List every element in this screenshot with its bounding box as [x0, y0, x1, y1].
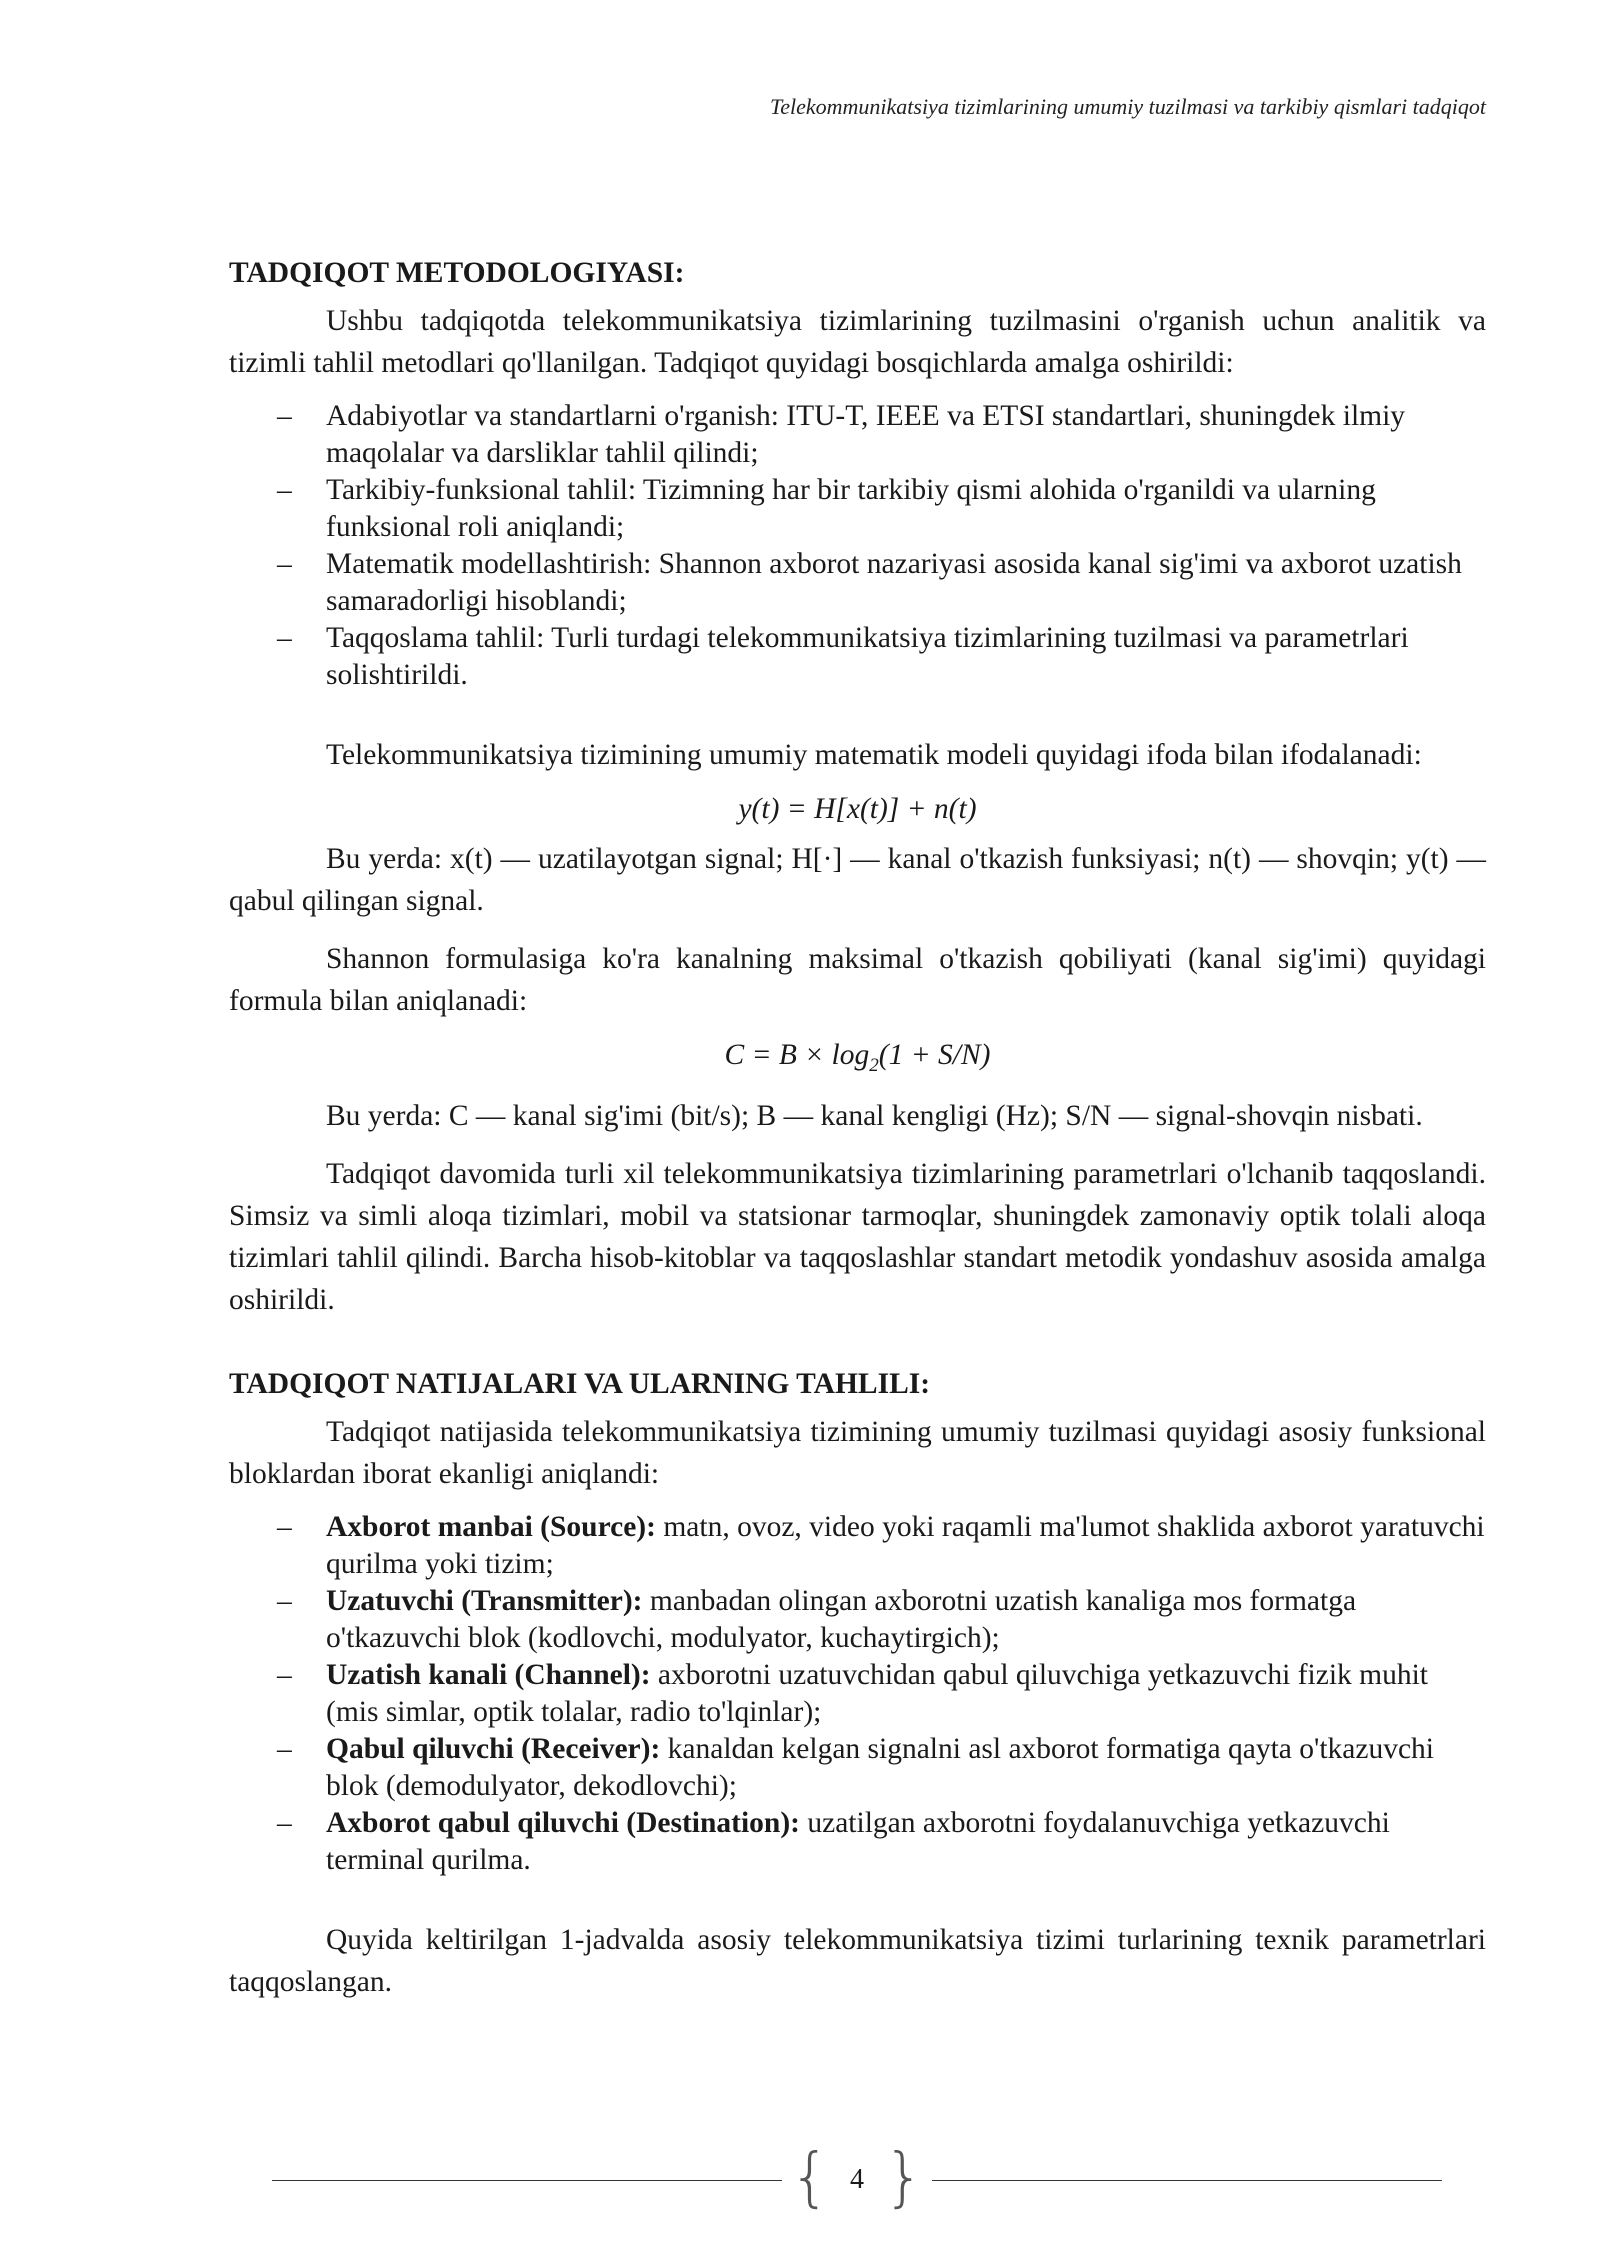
block-term: Axborot manbai (Source): — [326, 1510, 656, 1543]
list-item-text: Taqqoslama tahlil: Turli turdagi telekommunikatsiya tizimlarining tuzilmasi va parametrlari solishtirildi. — [326, 622, 1409, 691]
list-item — [229, 1805, 1486, 1879]
list-item-text: Adabiyotlar va standartlarni o'rganish: ITU-T, IEEE va ETSI standartlari, shuningdek ilmiy maqolalar va darsliklar tahlil qilindi; — [326, 400, 1406, 469]
formula2-explanation: Bu yerda: C — kanal sig'imi (bit/s); B — kanal kengligi (Hz); S/N — signal-shovqin nisbati. — [326, 1099, 1423, 1132]
running-header: Telekommunikatsiya tizimlarining umumiy tuzilmasi va tarkibiy qismlari tadqiqot — [770, 94, 1486, 119]
list-item-text: Matematik modellashtirish: Shannon axborot nazariyasi asosida kanal sig'imi va axborot uzatish samaradorligi hisoblandi; — [326, 548, 1462, 617]
formula1-explanation: Bu yerda: x(t) — uzatilayotgan signal; H[·] — kanal o'tkazish funksiyasi; n(t) — shovqin; y(t) — qabul qilingan signal. — [229, 843, 1486, 917]
model-intro-paragraph: Telekommunikatsiya tizimining umumiy matematik modeli quyidagi ifoda bilan ifodalanadi: — [326, 739, 1422, 771]
left-brace-icon: { — [789, 2141, 831, 2215]
page-number: 4 — [850, 2164, 864, 2195]
section-heading-results: TADQIQOT NATIJALARI VA ULARNING TAHLILI: — [229, 1367, 931, 1400]
shannon-intro-paragraph: Shannon formulasiga ko'ra kanalning maksimal o'tkazish qobiliyati (kanal sig'imi) quyidagi formula bilan aniqlanadi: — [229, 943, 1486, 1017]
block-term: Axborot qabul qiluvchi (Destination): — [326, 1806, 800, 1839]
block-description: axborotni uzatuvchidan qabul qiluvchiga yetkazuvchi fizik muhit (mis simlar, optik tolalar, radio to'lqinlar); — [326, 1658, 1428, 1728]
block-description: kanaldan kelgan signalni asl axborot formatiga qayta o'tkazuvchi blok (demodulyator, dekodlovchi); — [326, 1732, 1434, 1802]
list-item — [229, 1731, 1486, 1805]
methodology-steps-list — [229, 398, 1486, 694]
dash-bullet: – — [277, 1732, 292, 1765]
right-brace-icon: } — [883, 2141, 925, 2215]
dash-bullet: – — [277, 1510, 292, 1543]
dash-bullet: – — [277, 400, 292, 432]
functional-blocks-list — [229, 1509, 1486, 1879]
formula-shannon-right: (1 + S/N) — [878, 1039, 991, 1071]
block-description: uzatilgan axborotni foydalanuvchiga yetkazuvchi terminal qurilma. — [326, 1806, 1390, 1876]
table-intro-paragraph: Quyida keltirilgan 1-jadvalda asosiy telekommunikatsiya tizimi turlarining texnik parametrlari taqqoslangan. — [229, 1923, 1486, 1998]
block-term: Uzatish kanali (Channel): — [326, 1658, 651, 1691]
formula-shannon — [229, 1034, 1486, 1087]
dash-bullet: – — [277, 548, 292, 580]
methodology-closing-paragraph: Tadqiqot davomida turli xil telekommunikatsiya tizimlarining parametrlari o'lchanib taqqoslandi. Simsiz va simli aloqa tizimlari, mobil va statsionar tarmoqlar, shuningdek zamonaviy optik tolali aloqa tizimlari tahlil qilindi. Barcha hisob-kitoblar va taqqoslashlar standart metodik yondashuv asosida amalga oshirildi. — [229, 1157, 1486, 1316]
block-term: Qabul qiluvchi (Receiver): — [326, 1732, 661, 1765]
page-body — [229, 252, 1486, 2003]
dash-bullet: – — [277, 1806, 292, 1839]
list-item — [229, 1509, 1486, 1583]
list-item — [229, 620, 1486, 694]
methodology-intro-paragraph: Ushbu tadqiqotda telekommunikatsiya tizimlarining tuzilmasini o'rganish uchun analitik va tizimli tahlil metodlari qo'llanilgan. Tadqiqot quyidagi bosqichlarda amalga oshirildi: — [229, 305, 1486, 379]
block-term: Uzatuvchi (Transmitter): — [326, 1584, 643, 1617]
footer-rule-right — [932, 2180, 1442, 2181]
dash-bullet: – — [277, 622, 292, 654]
dash-bullet: – — [277, 1658, 292, 1691]
page-footer — [272, 2141, 1442, 2215]
list-item — [229, 472, 1486, 546]
formula-shannon-subscript: 2 — [869, 1054, 879, 1076]
section-heading-methodology: TADQIQOT METODOLOGIYASI: — [229, 257, 685, 289]
dash-bullet: – — [277, 1584, 292, 1617]
list-item-text: Tarkibiy-funksional tahlil: Tizimning har bir tarkibiy qismi alohida o'rganildi va ularning funksional roli aniqlandi; — [326, 474, 1376, 543]
list-item — [229, 398, 1486, 472]
formula-system-model: y(t) = H[x(t)] + n(t) — [738, 793, 977, 825]
formula-shannon-left: C = B × log — [724, 1039, 870, 1071]
dash-bullet: – — [277, 474, 292, 506]
footer-rule-left — [272, 2180, 782, 2181]
list-item — [229, 546, 1486, 620]
block-description: manbadan olingan axborotni uzatish kanaliga mos formatga o'tkazuvchi blok (kodlovchi, modulyator, kuchaytirgich); — [326, 1584, 1357, 1654]
results-intro-paragraph: Tadqiqot natijasida telekommunikatsiya tizimining umumiy tuzilmasi quyidagi asosiy funksional bloklardan iborat ekanligi aniqlandi: — [229, 1415, 1486, 1490]
block-description: matn, ovoz, video yoki raqamli ma'lumot shaklida axborot yaratuvchi qurilma yoki tizim; — [326, 1510, 1485, 1580]
list-item — [229, 1657, 1486, 1731]
list-item — [229, 1583, 1486, 1657]
